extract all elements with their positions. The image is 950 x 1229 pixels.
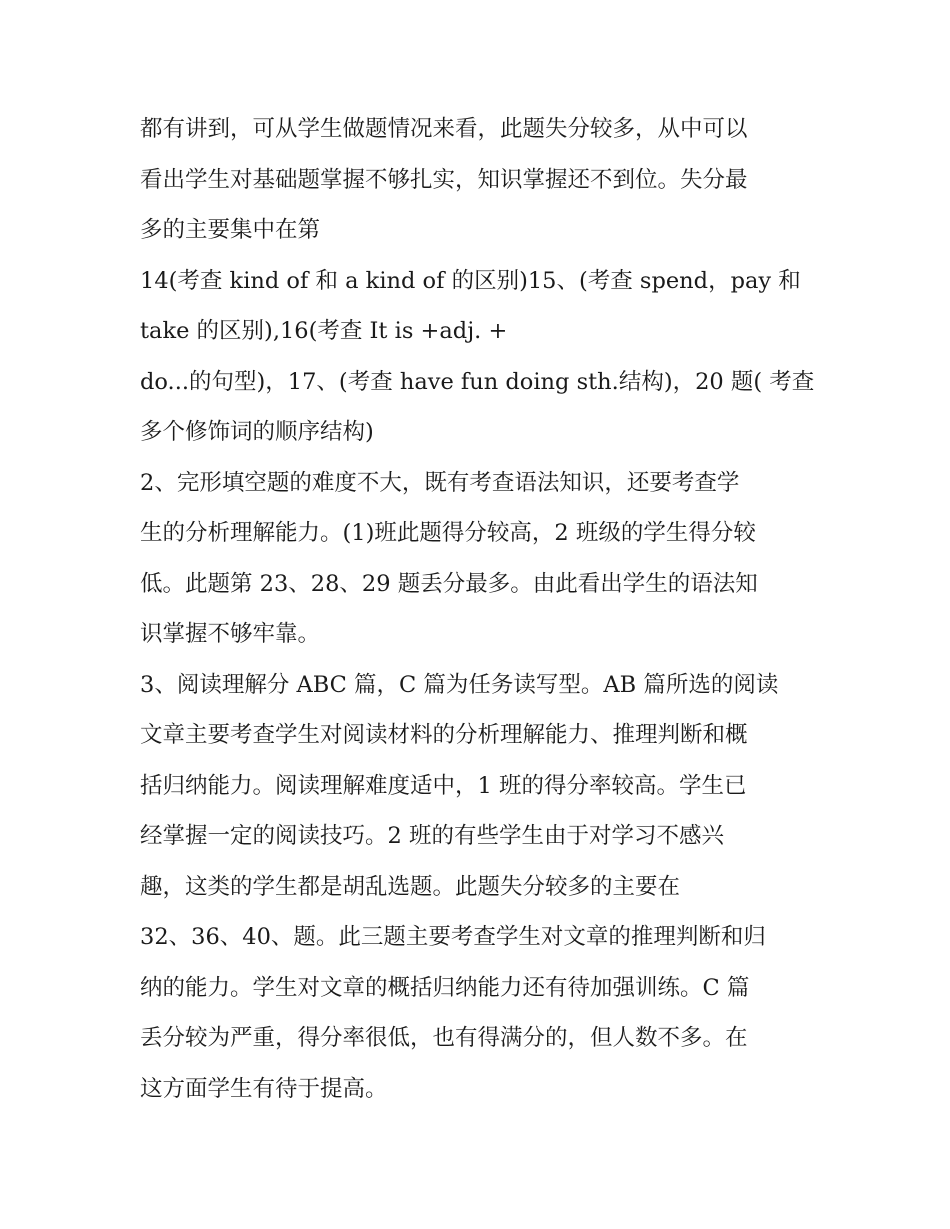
text-line-4: 14(考查 kind of 和 a kind of 的区别)15、(考查 spend，pay 和 (140, 267, 801, 294)
text-line-20: 这方面学生有待于提高。 (140, 1075, 388, 1102)
text-line-18: 纳的能力。学生对文章的概括归纳能力还有待加强训练。C 篇 (140, 974, 750, 1001)
text-line-1: 都有讲到，可从学生做题情况来看，此题失分较多，从中可以 (140, 116, 748, 142)
body-text (140, 104, 816, 1114)
text-line-3: 多的主要集中在第 (140, 217, 321, 243)
text-line-5: take 的区别),16(考查 It is +adj. + (140, 318, 508, 344)
text-line-8: 2、完形填空题的难度不大，既有考查语法知识，还要考查学 (140, 469, 740, 496)
text-line-11: 识掌握不够牢靠。 (140, 621, 321, 647)
text-line-14: 括归纳能力。阅读理解难度适中，1 班的得分率较高。学生已 (140, 772, 747, 799)
text-line-17: 32、36、40、题。此三题主要考查学生对文章的推理判断和归 (140, 924, 766, 950)
text-line-6: do...的句型)，17、(考查 have fun doing sth.结构)，20 题( 考查 (140, 368, 815, 395)
text-line-19: 丢分较为严重，得分率很低，也有得满分的，但人数不多。在 (140, 1025, 748, 1051)
text-line-15: 经掌握一定的阅读技巧。2 班的有些学生由于对学习不感兴 (140, 823, 724, 849)
text-line-13: 文章主要考查学生对阅读材料的分析理解能力、推理判断和概 (140, 722, 748, 748)
text-line-10: 低。此题第 23、28、29 题丢分最多。由此看出学生的语法知 (140, 570, 758, 597)
text-line-7: 多个修饰词的顺序结构) (140, 419, 374, 445)
text-line-12: 3、阅读理解分 ABC 篇，C 篇为任务读写型。AB 篇所选的阅读 (140, 671, 779, 698)
text-line-16: 趣，这类的学生都是胡乱选题。此题失分较多的主要在 (140, 873, 681, 900)
text-line-2: 看出学生对基础题掌握不够扎实，知识掌握还不到位。失分最 (140, 166, 748, 193)
text-line-9: 生的分析理解能力。(1)班此题得分较高，2 班级的学生得分较 (140, 520, 756, 546)
